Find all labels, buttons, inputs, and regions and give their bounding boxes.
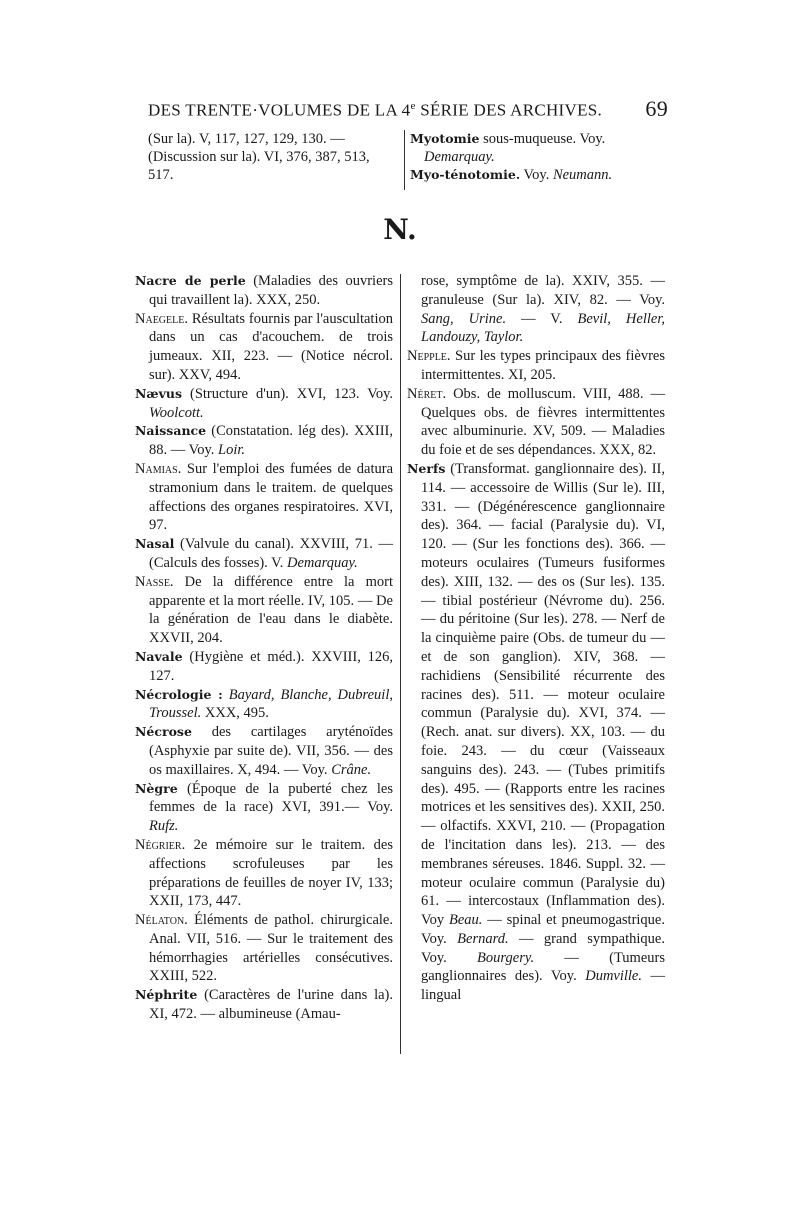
entry-ref: Bayard, Blanche, Dubreuil, Troussel. bbox=[149, 686, 393, 722]
section-letter: N. bbox=[383, 213, 417, 246]
entry-text: (Structure d'un). XVI, 123. Voy. bbox=[182, 385, 393, 402]
entry-ref: Rufz. bbox=[149, 818, 179, 835]
running-title bbox=[148, 100, 602, 121]
entry-headword: Nécrose bbox=[135, 724, 192, 740]
entry-text: — V. bbox=[506, 310, 578, 327]
entry-headword: Négrier. bbox=[135, 836, 186, 853]
entry-ref: Bevil, Heller, Landouzy, Taylor. bbox=[421, 310, 665, 346]
entry-headword: Néphrite bbox=[135, 987, 198, 1003]
entry-text: De la différence entre la mort apparente et la mort réelle. IV, 105. — De la génération de l'eau dans le diabète. XXVII, 204. bbox=[149, 573, 393, 647]
entry-ref: Loir. bbox=[218, 442, 246, 459]
index-entry bbox=[135, 723, 393, 779]
left-column bbox=[135, 272, 393, 1024]
entry-text: Sur l'emploi des fumées de datura stramonium dans le traitem. de quelques affections des organes respiratoires. XVI, 97. bbox=[149, 460, 393, 534]
entry-headword: Nepple. bbox=[407, 348, 451, 365]
index-entry bbox=[135, 385, 393, 423]
entry-text: (Constatation. lég des). XXIII, 88. — Voy. bbox=[149, 423, 393, 459]
entry-ref: Beau. bbox=[448, 912, 483, 929]
running-title-sup: e bbox=[410, 100, 416, 112]
entry-ref: Sang, Urine. bbox=[421, 310, 507, 327]
entry-text: sous-muqueuse. Voy. bbox=[479, 131, 606, 147]
entry-ref: Demarquay. bbox=[424, 149, 495, 165]
index-columns bbox=[135, 272, 665, 1062]
index-entry bbox=[135, 422, 393, 460]
top-right-entries bbox=[410, 130, 668, 184]
index-entry bbox=[135, 648, 393, 686]
entry-headword: Nacre de perle bbox=[135, 273, 246, 288]
index-entry bbox=[135, 272, 393, 310]
entry-text: (Époque de la puberté chez les femmes de la race) XVI, 391.— Voy. bbox=[149, 780, 393, 816]
entry-text: Obs. de molluscum. VIII, 488. — Quelques obs. de fièvres intermittentes avec albuminurie. XV, 509. — Maladies du foie et de ses dépendances. XXX, 82. bbox=[421, 385, 665, 459]
index-entry bbox=[135, 310, 393, 385]
index-entry bbox=[135, 573, 393, 648]
entry-text: Éléments de pathol. chirurgicale. Anal. VII, 516. — Sur le traitement des hémorrhagies artérielles consécutives. XXIII, 522. bbox=[149, 912, 393, 985]
index-entry bbox=[407, 460, 665, 1005]
entry-text: des cartilages aryténoïdes (Asphyxie par suite de). VII, 356. — des os maxillaires. X, 494. — Voy. bbox=[149, 724, 393, 778]
entry-ref: Dumville. bbox=[585, 968, 642, 985]
entry-headword: Nègre bbox=[135, 780, 178, 796]
entry-headword: Myo-ténotomie. bbox=[410, 167, 521, 182]
index-entry bbox=[135, 780, 393, 836]
running-title-text: DES TRENTE·VOLUMES DE LA 4 bbox=[148, 100, 411, 120]
entry-headword: Namias. bbox=[135, 460, 182, 477]
entry-text: Voy. bbox=[520, 167, 553, 183]
entry-ref: Woolcott. bbox=[149, 404, 204, 421]
entry-headword: Nélaton. bbox=[135, 912, 188, 929]
right-column bbox=[407, 272, 665, 1005]
column-divider bbox=[400, 274, 401, 1054]
index-entry bbox=[410, 166, 668, 184]
entry-text: (Maladies des ouvriers qui travaillent la). XXX, 250. bbox=[149, 273, 393, 308]
index-entry bbox=[135, 911, 393, 986]
entry-ref: Neumann. bbox=[552, 167, 613, 183]
entry-headword: Nasse. bbox=[135, 573, 174, 590]
entry-text: (Valvule du canal). XXVIII, 71. — (Calculs des fosses). V. bbox=[149, 536, 393, 571]
entry-text: 2e mémoire sur le traitem. des affections scrofuleuses par les préparations de feuilles de noyer IV, 133; XXII, 173, 447. bbox=[149, 836, 393, 910]
entry-text: (Transformat. ganglionnaire des). II, 114. — accessoire de Willis (Sur le). III, 331. — (Dégénérescence ganglionnaire des). 364. — facial (Paralysie du). VI, 120. — (Sur les fonctions des). 366. — moteurs oculaires (Tumeurs fusiformes des). XIII, 132. — des os (Sur les). 135. — tibial postérieur (Névrome du). 256. — du péritoine (Sur les). 278. — Nerf de la cinquième paire (Obs. de tumeur du — et de son ganglion). XIV, 368. — rachidiens (Sensibilité récurrente des racines des). 511. — moteur oculaire commun (Paralysie du). XVI, 374. — (Rech. anat. sur divers). XX, 103. — du foie. 243. — du cœur (Vaisseaux sanguins des). 243. — (Tubes primitifs des). 495. — (Rapports entre les racines motrices et les sensitives des). XXII, 250. — olfactifs. XXVI, 210. — (Propagation de l'incitation dans les). 213. — des membranes séreuses. 1846. Suppl. 32. — moteur oculaire commun (Paralysie du) 61. — intercostaux (Inflammation des). Voy bbox=[421, 460, 665, 929]
entry-text: (Caractères de l'urine dans la). XI, 472. — albumineuse (Amau- bbox=[149, 987, 393, 1023]
entry-headword: Nasal bbox=[135, 536, 175, 552]
entry-text: rose, symptôme de la). XXIV, 355. — granuleuse (Sur la). XIV, 82. — Voy. bbox=[421, 273, 665, 308]
entry-text: Résultats fournis par l'auscultation dans un cas d'acouchem. de trois jumeaux. XII, 223. — (Notice nécrol. sur). XXV, 494. bbox=[149, 310, 393, 383]
entry-headword: Nerfs bbox=[407, 460, 446, 476]
running-header bbox=[148, 96, 668, 126]
page-number: 69 bbox=[645, 96, 668, 121]
entry-text: — grand sympathique. Voy. bbox=[421, 930, 665, 966]
entry-headword: Néret. bbox=[407, 385, 447, 402]
index-entry bbox=[135, 460, 393, 535]
entry-text: — (Tumeurs ganglionnaires des). Voy. bbox=[421, 949, 665, 985]
index-entry bbox=[407, 272, 665, 347]
entry-headword: Myotomie bbox=[410, 131, 480, 146]
entry-text: Sur les types principaux des fièvres intermittentes. XI, 205. bbox=[421, 348, 665, 383]
entry-text: — spinal et pneumogastrique. Voy. bbox=[421, 912, 665, 947]
index-entry bbox=[135, 686, 393, 724]
entry-headword: Navale bbox=[135, 648, 183, 664]
running-title-tail: SÉRIE DES ARCHIVES. bbox=[415, 100, 603, 120]
entry-headword: Nævus bbox=[135, 385, 183, 401]
top-left-text: (Sur la). V, 117, 127, 129, 130. — (Discussion sur la). VI, 376, 387, 513, 517. bbox=[148, 131, 370, 183]
entry-text: — lingual bbox=[421, 968, 666, 1004]
entry-ref: Demarquay. bbox=[287, 554, 358, 571]
index-entry bbox=[135, 535, 393, 573]
index-entry bbox=[135, 986, 393, 1024]
entry-text: XXX, 495. bbox=[201, 705, 269, 722]
entry-headword: Nécrologie : bbox=[135, 686, 223, 702]
index-entry bbox=[407, 385, 665, 460]
entry-headword: Naissance bbox=[135, 423, 207, 439]
index-entry bbox=[135, 836, 393, 911]
index-entry bbox=[410, 130, 668, 166]
entry-headword: Naegele. bbox=[135, 310, 188, 327]
entry-ref: Bernard. bbox=[457, 930, 509, 947]
entry-text: (Hygiène et méd.). XXVIII, 126, 127. bbox=[149, 648, 393, 684]
entry-ref: Bourgery. bbox=[477, 949, 535, 966]
index-entry bbox=[407, 347, 665, 385]
column-divider-top bbox=[404, 130, 405, 190]
entry-ref: Crâne. bbox=[331, 761, 372, 778]
continued-entries bbox=[148, 130, 668, 190]
